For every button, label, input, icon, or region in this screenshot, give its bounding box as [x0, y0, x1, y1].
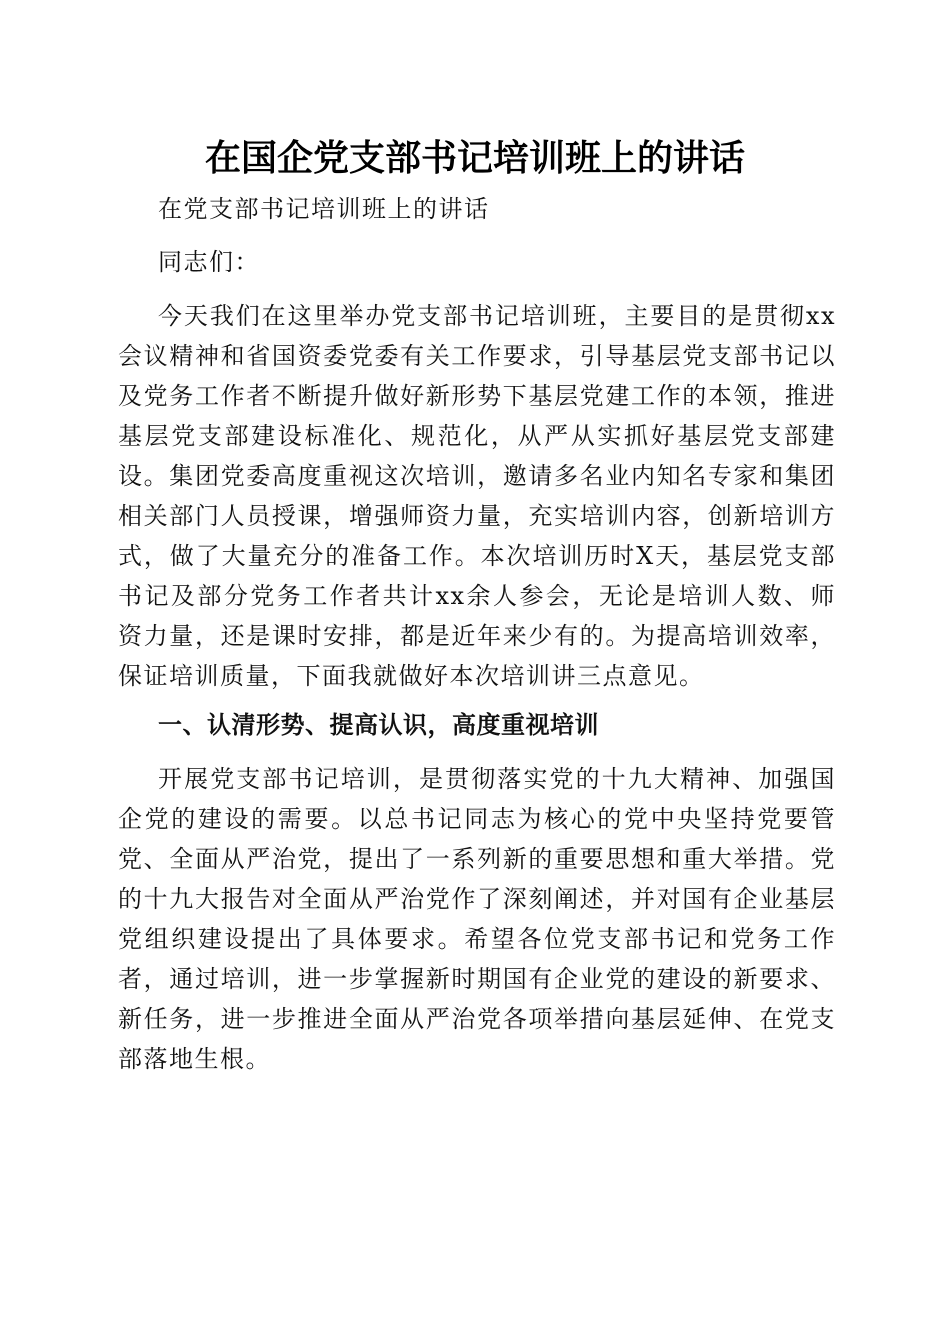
document-title: 在国企党支部书记培训班上的讲话 [204, 137, 745, 179]
section-heading-1: 一、认清形势、提高认识，高度重视培训 [158, 711, 599, 739]
salutation-paragraph: 同志们： [158, 248, 260, 276]
subtitle-paragraph: 在党支部书记培训班上的讲话 [158, 195, 490, 223]
body-paragraph-2: 开展党支部书记培训，是贯彻落实党的十九大精神、加强国企党的建设的需要。以总书记同志为核心的党中央坚持党要管党、全面从严治党，提出了一系列新的重要思想和重大举措。党的十九大报告对全面从严治党作了深刻阐述，并对国有企业基层党组织建设提出了具体要求。希望各位党支部书记和党务工作者，通过培训，进一步掌握新时期国有企业党的建设的新要求、新任务，进一步推进全面从严治党各项举措向基层延伸、在党支部落地生根。 [118, 765, 836, 1073]
body-paragraph-1: 今天我们在这里举办党支部书记培训班，主要目的是贯彻xx会议精神和省国资委党委有关工作要求，引导基层党支部书记以及党务工作者不断提升做好新形势下基层党建工作的本领，推进基层党支部建设标准化、规范化，从严从实抓好基层党支部建设。集团党委高度重视这次培训，邀请多名业内知名专家和集团相关部门人员授课，增强师资力量，充实培训内容，创新培训方式，做了大量充分的准备工作。本次培训历时X天，基层党支部书记及部分党务工作者共计xx余人参会，无论是培训人数、师资力量，还是课时安排，都是近年来少有的。为提高培训效率，保证培训质量，下面我就做好本次培训讲三点意见。 [118, 302, 836, 690]
document-body [118, 190, 836, 1079]
